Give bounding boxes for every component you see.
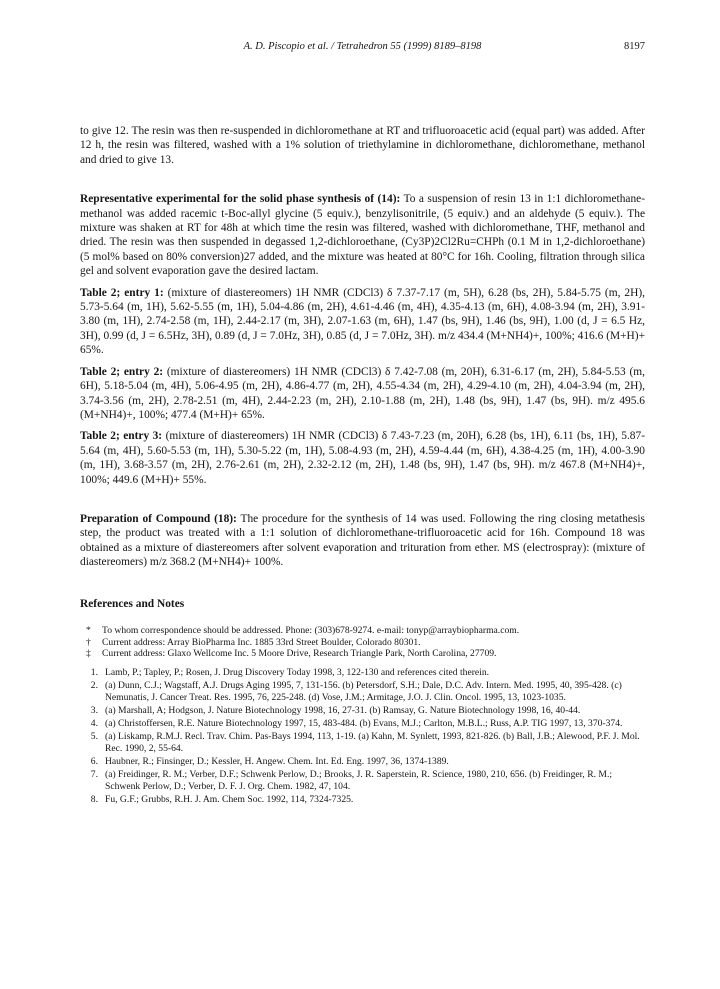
note-text: Current address: Array BioPharma Inc. 1885 33rd Street Boulder, Colorado 80301.: [102, 636, 421, 648]
entry-3-text: (mixture of diastereomers) 1H NMR (CDCl3) δ 7.43-7.23 (m, 20H), 6.28 (bs, 1H), 6.11 (bs, 1H), 5.87-5.64 (m, 4H), 5.60-5.53 (m, 1H), 5.30-5.22 (m, 1H), 5.08-4.93 (m, 2H), 4.59-4.44 (m, 6H), 4.38-4.25 (m, 1H), 4.00-3.90 (m, 1H), 3.68-3.57 (m, 2H), 2.76-2.61 (m, 2H), 2.32-2.12 (m, 2H), 1.48 (bs, 9H), 1.47 (bs, 9H). m/z 467.8 (M+NH4)+, 100%; 449.6 (M+H)+ 55%.: [80, 430, 645, 486]
reference-text: (a) Liskamp, R.M.J. Recl. Trav. Chim. Pas-Bays 1994, 113, 1-19. (a) Kahn, M. Synlett, 1993, 821-826. (b) Ball, J.B.; Alewood, P.F. J. Mol. Rec. 1990, 2, 55-64.: [105, 731, 640, 754]
note-item: [86, 637, 646, 649]
reference-item: [80, 769, 640, 792]
reference-number: 3.: [90, 704, 98, 716]
reference-item: [80, 705, 640, 717]
note-item: [86, 648, 646, 660]
note-text: Current address: Glaxo Wellcome Inc. 5 Moore Drive, Research Triangle Park, North Carolina, 27709.: [102, 648, 497, 660]
note-symbol: †: [86, 636, 91, 648]
references-heading: References and Notes: [80, 598, 185, 610]
reference-text: Lamb, P.; Tapley, P.; Rosen, J. Drug Discovery Today 1998, 3, 122-130 and references cited therein.: [105, 667, 490, 678]
reference-text: Fu, G.F.; Grubbs, R.H. J. Am. Chem Soc. 1992, 114, 7324-7325.: [105, 794, 354, 806]
reference-item: [80, 756, 640, 768]
running-title: A. D. Piscopio et al. / Tetrahedron 55 (1999) 8189–8198: [243, 41, 482, 52]
representative-heading: Representative experimental for the solid phase synthesis of (14):: [80, 193, 401, 206]
reference-item: [80, 794, 640, 806]
reference-number: 5.: [90, 731, 98, 743]
reference-text: (a) Dunn, C.J.; Wagstaff, A.J. Drugs Aging 1995, 7, 131-156. (b) Petersdorf, S.H.; Dale, D.C. Adv. Intern. Med. 1995, 40, 395-428. (c) Nemunatis, J. Cancer Treat. Res. 1995, 76, 225-248. (d) Vose, J.M.; Armitage, J.O. J. Clin. Oncol. 1995, 13, 1023-1035.: [105, 680, 622, 703]
note-item: [86, 625, 646, 637]
representative-text: To a suspension of resin 13 in 1:1 dichloromethane-methanol was added racemic t-Boc-allyl glycine (5 equiv.), benzylisonitrile, (5 equiv.) and an aldehyde (5 equiv.). The mixture was shaken at RT for 48h at which time the resin was filtered, washed with dichloromethane, THF, methanol and dried. The resin was then suspended in degassed 1,2-dichloroethane, (Cy3P)2Cl2Ru=CHPh (0.1 M in 1,2-dichloroethane) (5 mol% based on 80% conversion)27 added, and the mixture was heated at 80°C for 16h. Cooling, filtration through silica gel and solvent evaporation gave the desired lactam.: [80, 193, 645, 278]
representative-paragraph: [80, 192, 645, 278]
entry-1-heading: Table 2; entry 1:: [80, 286, 164, 299]
reference-text: (a) Christoffersen, R.E. Nature Biotechnology 1997, 15, 483-484. (b) Evans, M.J.; Carlton, M.B.L.; Russ, A.P. TIG 1997, 13, 370-374.: [105, 718, 623, 730]
entry-3-paragraph: [80, 429, 645, 487]
note-symbol: ‡: [86, 648, 91, 660]
note-symbol: *: [86, 625, 91, 636]
reference-number: 2.: [90, 680, 98, 692]
reference-item: [80, 680, 640, 703]
note-text: To whom correspondence should be addressed. Phone: (303)678-9274. e-mail: tonyp@arraybiopharma.com.: [102, 625, 520, 636]
reference-text: (a) Freidinger, R. M.; Verber, D.F.; Schwenk Perlow, D.; Brooks, J. R. Saperstein, R. Science, 1980, 210, 656. (b) Freidinger, R. M.; Schwenk Perlow, D.; Verber, D. F. J. Org. Chem. 1982, 47, 104.: [105, 769, 613, 792]
reference-number: 6.: [90, 756, 98, 768]
main-text: [80, 124, 645, 570]
reference-list: [80, 667, 640, 807]
entry-1-paragraph: [80, 286, 645, 358]
preparation-heading: Preparation of Compound (18):: [80, 512, 237, 525]
reference-item: [80, 718, 640, 730]
reference-item: [80, 667, 640, 679]
entry-1-text: (mixture of diastereomers) 1H NMR (CDCl3) δ 7.37-7.17 (m, 5H), 6.28 (bs, 2H), 5.84-5.75 (m, 2H), 5.73-5.64 (m, 1H), 5.62-5.55 (m, 1H), 5.04-4.86 (m, 2H), 4.61-4.46 (m, 4H), 4.35-4.13 (m, 6H), 4.08-3.94 (m, 2H), 3.91-3.80 (m, 1H), 2.74-2.58 (m, 1H), 2.44-2.17 (m, 3H), 2.07-1.63 (m, 6H), 1.47 (bs, 9H), 1.46 (bs, 9H), 1.00 (d, J = 6.5 Hz, 3H), 0.99 (d, J = 6.5Hz, 3H), 0.89 (d, J = 7.0Hz, 3H), 0.85 (d, J = 7.0Hz, 3H). m/z 434.4 (M+NH4)+, 100%; 416.6 (M+H)+ 65%.: [80, 286, 645, 357]
author-notes: [86, 625, 646, 660]
reference-number: 8.: [90, 794, 98, 806]
entry-2-paragraph: [80, 365, 645, 423]
entry-2-text: (mixture of diastereomers) 1H NMR (CDCl3) δ 7.42-7.08 (m, 20H), 6.31-6.17 (m, 2H), 5.84-5.53 (m, 6H), 5.18-5.04 (m, 4H), 5.06-4.95 (m, 2H), 4.86-4.77 (m, 2H), 4.55-4.34 (m, 2H), 4.29-4.10 (m, 2H), 4.04-3.94 (m, 2H), 3.74-3.56 (m, 2H), 2.78-2.51 (m, 4H), 2.44-2.23 (m, 2H), 2.10-1.88 (m, 2H), 1.48 (bs, 9H), 1.47 (bs, 9H). m/z 495.6 (M+NH4)+, 100%; 477.4 (M+H)+ 65%.: [80, 365, 645, 421]
reference-number: 7.: [90, 769, 98, 781]
preparation-text: The procedure for the synthesis of 14 was used. Following the ring closing metathesis step, the product was treated with a 1:1 solution of dichloromethane-trifluoroacetic acid for 16h. Compound 18 was obtained as a mixture of diastereomers after solvent evaporation and trituration from ether. MS (electrospray): (mixture of diastereomers) m/z 368.2 (M+NH4)+ 100%.: [80, 512, 645, 569]
page-number: 8197: [624, 41, 645, 52]
entry-2-heading: Table 2; entry 2:: [80, 365, 164, 378]
preparation-paragraph: [80, 512, 645, 570]
reference-item: [80, 731, 640, 754]
reference-number: 4.: [90, 718, 98, 730]
intro-paragraph: to give 12. The resin was then re-suspended in dichloromethane at RT and trifluoroacetic acid (equal part) was added. After 12 h, the resin was filtered, washed with a 1% solution of triethylamine in dichloromethane, dichloromethane, methanol and dried to give 13.: [80, 125, 645, 166]
reference-number: 1.: [90, 667, 98, 678]
reference-text: Haubner, R.; Finsinger, D.; Kessler, H. Angew. Chem. Int. Ed. Eng. 1997, 36, 1374-1389.: [105, 756, 449, 768]
reference-text: (a) Marshall, A; Hodgson, J. Nature Biotechnology 1998, 16, 27-31. (b) Ramsay, G. Nature Biotechnology 1998, 16, 40-44.: [105, 704, 581, 716]
entry-3-heading: Table 2; entry 3:: [80, 430, 163, 443]
